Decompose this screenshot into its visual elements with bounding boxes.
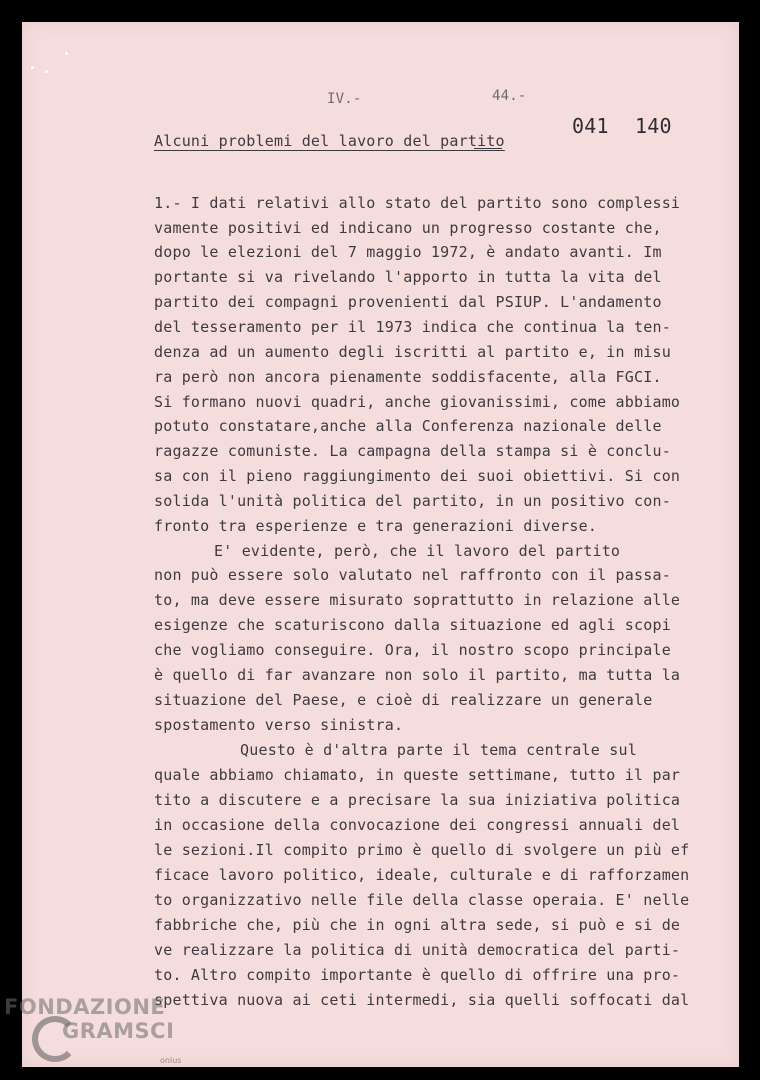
text-line: solida l'unità politica del partito, in un positivo con- (154, 492, 671, 510)
title-underline-tail (474, 148, 502, 149)
text-line: 1.- I dati relativi allo stato del partito sono complessi (154, 194, 681, 212)
text-line: esigenze che scaturiscono dalla situazione ed agli scopi (154, 616, 671, 634)
text-line: to. Altro compito importante è quello di offrire una pro- (154, 966, 681, 984)
document-page (22, 22, 739, 1067)
text-line: spostamento verso sinistra. (154, 716, 404, 734)
text-line: denza ad un aumento degli iscritti al partito e, in misu (154, 343, 671, 361)
text-line: non può essere solo valutato nel raffronto con il passa- (154, 566, 671, 584)
text-line: in occasione della convocazione dei congressi annuali del (154, 816, 681, 834)
watermark (4, 995, 174, 1043)
page-number: 44.- (492, 88, 527, 104)
text-line: sa con il pieno raggiungimento dei suoi obiettivi. Si con (154, 467, 681, 485)
scan-speck (31, 66, 34, 69)
document-title: Alcuni problemi del lavoro del partito (154, 132, 505, 150)
archive-code-b: 140 (634, 114, 672, 138)
scan-speck (45, 70, 48, 73)
text-line: ra però non ancora pienamente soddisfacente, alla FGCI. (154, 368, 662, 386)
text-line: fronto tra esperienze e tra generazioni diverse. (154, 517, 598, 535)
text-line: ve realizzare la politica di unità democratica del parti- (154, 941, 681, 959)
text-line: potuto constatare,anche alla Conferenza nazionale delle (154, 417, 662, 435)
watermark-line1: FONDAZIONE (4, 995, 166, 1019)
text-line: situazione del Paese, e cioè di realizzare un generale (154, 691, 653, 709)
text-line: E' evidente, però, che il lavoro del partito (214, 542, 621, 560)
archive-code-a: 041 (572, 114, 609, 138)
section-number: IV.- (327, 91, 362, 107)
text-line: portante si va rivelando l'apporto in tutta la vita del (154, 268, 662, 286)
text-line: è quello di far avanzare non solo il partito, ma tutta la (154, 666, 681, 684)
text-line: dopo le elezioni del 7 maggio 1972, è andato avanti. Im (154, 243, 662, 261)
text-line: del tesseramento per il 1973 indica che continua la ten- (154, 318, 671, 336)
text-line: quale abbiamo chiamato, in queste settimane, tutto il par (154, 766, 681, 784)
archive-number (572, 114, 672, 138)
text-line: vamente positivi ed indicano un progresso costante che, (154, 219, 662, 237)
text-line: spettiva nuova ai ceti intermedi, sia quelli soffocati dal (154, 991, 690, 1009)
text-line: fabbriche che, più che in ogni altra sede, si può e si de (154, 916, 681, 934)
text-line: Questo è d'altra parte il tema centrale sul (240, 741, 637, 759)
text-line: le sezioni.Il compito primo è quello di svolgere un più ef (154, 841, 690, 859)
watermark-small: onlus (160, 1056, 182, 1065)
text-line: partito dei compagni provenienti dal PSIUP. L'andamento (154, 293, 662, 311)
text-line: to, ma deve essere misurato soprattutto in relazione alle (154, 591, 681, 609)
text-line: ragazze comuniste. La campagna della stampa si è conclu- (154, 442, 671, 460)
watermark-line2: GRAMSCI (62, 1019, 175, 1043)
text-line: Si formano nuovi quadri, anche giovanissimi, come abbiamo (154, 393, 681, 411)
text-line: ficace lavoro politico, ideale, culturale e di rafforzamen (154, 866, 690, 884)
scan-speck (65, 52, 68, 55)
text-line: to organizzativo nelle file della classe operaia. E' nelle (154, 891, 690, 909)
text-line: tito a discutere e a precisare la sua iniziativa politica (154, 791, 681, 809)
text-line: che vogliamo conseguire. Ora, il nostro scopo principale (154, 641, 671, 659)
